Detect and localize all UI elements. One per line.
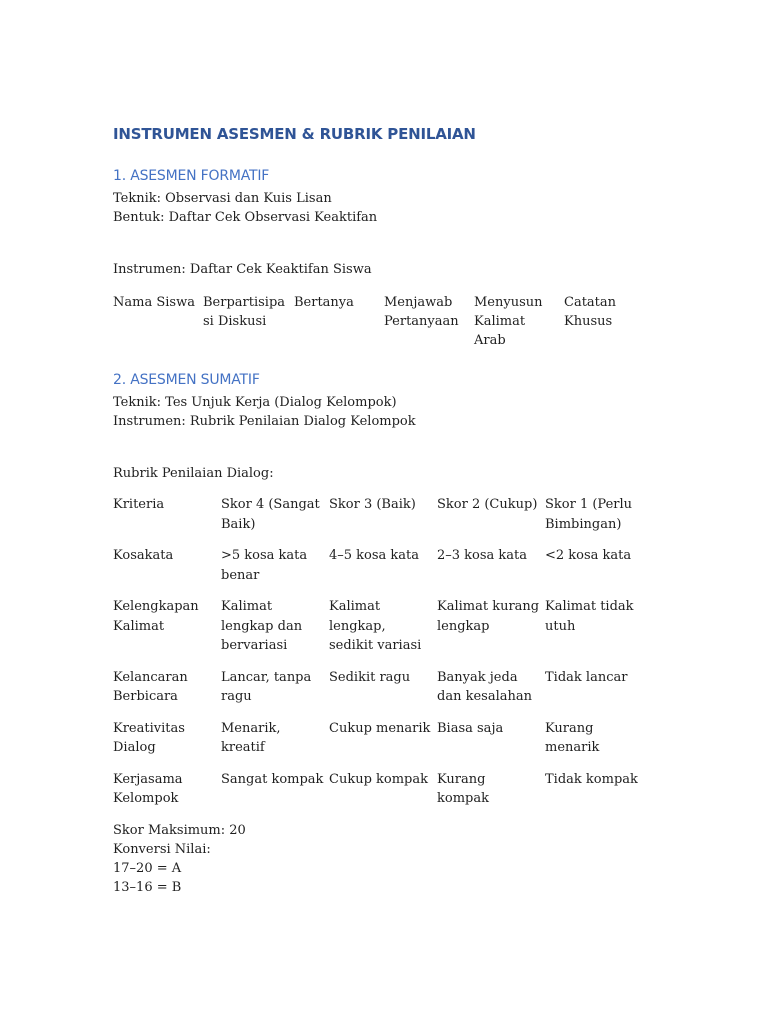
rubric-cell: Menarik, kreatif bbox=[221, 720, 281, 755]
rubric-cell: Kurang menarik bbox=[545, 720, 600, 755]
rubric-cell: 2–3 kosa kata bbox=[437, 548, 528, 563]
rubric-header-cell: Skor 1 (Perlu Bimbingan) bbox=[545, 497, 633, 532]
rubric-cell: Kelengkapan Kalimat bbox=[113, 599, 199, 634]
table-row bbox=[113, 546, 673, 585]
column-header: Catatan Khusus bbox=[564, 295, 617, 329]
rubric-cell: Kalimat tidak utuh bbox=[545, 599, 634, 634]
rubric-cell: 4–5 kosa kata bbox=[329, 548, 420, 563]
rubric-cell: Kalimat kurang lengkap bbox=[437, 599, 540, 634]
section-heading-sumatif: 2. ASESMEN SUMATIF bbox=[113, 372, 260, 388]
column-header: Menyusun Kalimat Arab bbox=[474, 295, 543, 348]
observation-checklist-header bbox=[113, 293, 673, 350]
rubric-cell: Kreativitas Dialog bbox=[113, 720, 185, 755]
rubric-cell: Kurang kompak bbox=[437, 771, 489, 806]
rubric-cell: Tidak lancar bbox=[545, 669, 628, 685]
formatif-bentuk: Bentuk: Daftar Cek Observasi Keaktifan bbox=[113, 210, 378, 225]
formatif-instrumen: Instrumen: Daftar Cek Keaktifan Siswa bbox=[113, 262, 372, 277]
score-summary bbox=[113, 821, 673, 897]
table-row bbox=[113, 597, 673, 656]
document-title: INSTRUMEN ASESMEN & RUBRIK PENILAIAN bbox=[113, 125, 476, 143]
column-header: Nama Siswa bbox=[113, 295, 195, 310]
rubrik-label: Rubrik Penilaian Dialog: bbox=[113, 466, 274, 481]
rubric-header-row bbox=[113, 495, 673, 534]
column-header: Berpartisipa si Diskusi bbox=[203, 295, 286, 329]
rubric-cell: Kalimat lengkap dan bervariasi bbox=[221, 599, 303, 653]
column-header: Menjawab Pertanyaan bbox=[384, 295, 459, 329]
rubric-cell: Kelancaran Berbicara bbox=[113, 669, 188, 704]
table-row bbox=[113, 770, 673, 809]
rubric-cell: Kalimat lengkap, sedikit variasi bbox=[329, 599, 422, 653]
rubric-cell: Tidak kompak bbox=[545, 771, 638, 787]
rubric-table bbox=[113, 495, 673, 809]
document-page bbox=[113, 124, 673, 897]
sumatif-teknik: Teknik: Tes Unjuk Kerja (Dialog Kelompok) bbox=[113, 395, 397, 410]
rubric-cell: Cukup kompak bbox=[329, 771, 429, 787]
rubric-header-cell: Skor 4 (Sangat Baik) bbox=[221, 497, 320, 532]
rubric-cell: Kerjasama Kelompok bbox=[113, 771, 183, 806]
rubric-cell: Kosakata bbox=[113, 548, 174, 563]
table-row bbox=[113, 668, 673, 707]
rubric-cell: Banyak jeda dan kesalahan bbox=[437, 669, 532, 704]
conversion-item: 17–20 = A bbox=[113, 860, 182, 876]
conversion-label: Konversi Nilai: bbox=[113, 841, 211, 857]
section-heading-formatif: 1. ASESMEN FORMATIF bbox=[113, 168, 270, 184]
table-row bbox=[113, 719, 673, 758]
formatif-teknik: Teknik: Observasi dan Kuis Lisan bbox=[113, 191, 332, 206]
rubric-cell: Cukup menarik bbox=[329, 720, 431, 736]
max-score: Skor Maksimum: 20 bbox=[113, 822, 246, 838]
rubric-cell: Sedikit ragu bbox=[329, 669, 411, 685]
conversion-item: 13–16 = B bbox=[113, 879, 182, 895]
rubric-cell: Lancar, tanpa ragu bbox=[221, 669, 312, 704]
rubric-cell: >5 kosa kata benar bbox=[221, 548, 308, 583]
rubric-header-cell: Kriteria bbox=[113, 497, 165, 512]
rubric-header-cell: Skor 3 (Baik) bbox=[329, 497, 416, 512]
rubric-cell: <2 kosa kata bbox=[545, 548, 632, 563]
rubric-header-cell: Skor 2 (Cukup) bbox=[437, 497, 538, 512]
rubric-cell: Biasa saja bbox=[437, 720, 504, 736]
rubric-cell: Sangat kompak bbox=[221, 771, 324, 787]
column-header: Bertanya bbox=[294, 295, 354, 310]
sumatif-instrumen: Instrumen: Rubrik Penilaian Dialog Kelompok bbox=[113, 414, 416, 429]
